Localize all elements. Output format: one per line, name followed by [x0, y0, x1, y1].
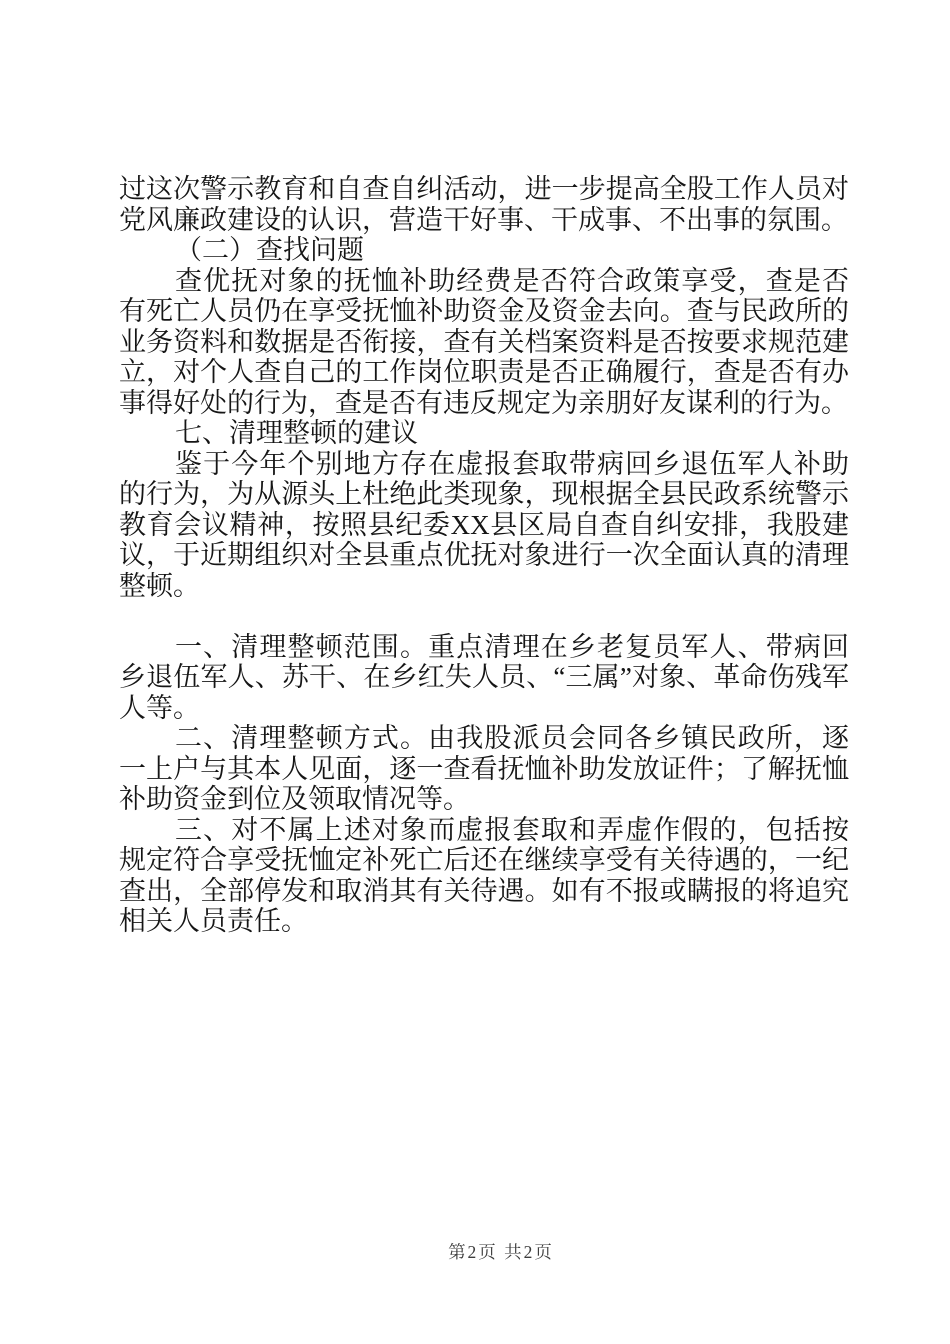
- paragraph-item-2-method: 二、清理整顿方式。由我股派员会同各乡镇民政所，逐一上户与其本人见面，逐一查看抚恤补助发放证件；了解抚恤补助资金到位及领取情况等。: [119, 723, 849, 814]
- page-number-footer: 第2页 共2页: [448, 1242, 554, 1262]
- blank-line: [119, 601, 849, 632]
- paragraph-check-items: 查优抚对象的抚恤补助经费是否符合政策享受，查是否有死亡人员仍在享受抚恤补助资金及资金去向。查与民政所的业务资料和数据是否衔接，查有关档案资料是否按要求规范建立，对个人查自己的工作岗位职责是否正确履行，查是否有办事得好处的行为，查是否有违反规定为亲朋好友谋利的行为。: [119, 265, 849, 418]
- paragraph-heading-section7: 七、清理整顿的建议: [175, 418, 418, 448]
- paragraph-background: 鉴于今年个别地方存在虚报套取带病回乡退伍军人补助的行为，为从源头上杜绝此类现象，现根据全县民政系统警示教育会议精神，按照县纪委XX县区局自查自纠安排，我股建议，于近期组织对全县重点优抚对象进行一次全面认真的清理整顿。: [119, 448, 849, 601]
- paragraph-item-3-penalty: 三、对不属上述对象而虚报套取和弄虚作假的，包括按规定符合享受抚恤定补死亡后还在继续享受有关待遇的，一纪查出，全部停发和取消其有关待遇。如有不报或瞒报的将追究相关人员责任。: [119, 814, 849, 936]
- paragraph-item-1-scope: 一、清理整顿范围。重点清理在乡老复员军人、带病回乡退伍军人、苏干、在乡红失人员、“三属”对象、革命伤残军人等。: [119, 631, 849, 723]
- paragraph-heading-section2: （二）查找问题: [175, 235, 364, 265]
- paragraph-continuation: 过这次警示教育和自查自纠活动，进一步提高全股工作人员对党风廉政建设的认识，营造干好事、干成事、不出事的氛围。: [119, 174, 849, 235]
- document-body: [119, 174, 849, 937]
